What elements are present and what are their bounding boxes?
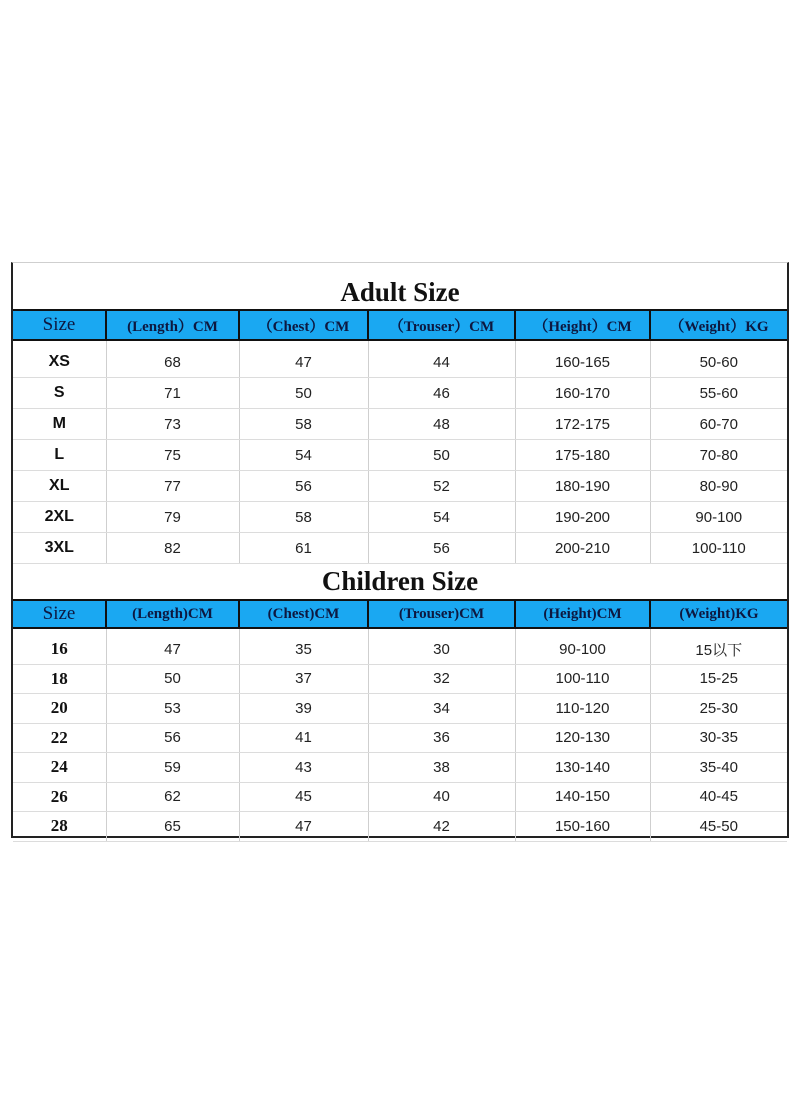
cell-chest: 45 bbox=[239, 782, 368, 812]
cell-height: 100-110 bbox=[515, 664, 650, 694]
cell-size: 16 bbox=[13, 635, 106, 664]
cell-size: 2XL bbox=[13, 502, 106, 533]
adult-size-title: Adult Size bbox=[340, 277, 460, 307]
cell-chest: 37 bbox=[239, 664, 368, 694]
cell-length: 71 bbox=[106, 378, 239, 409]
cell-chest: 58 bbox=[239, 502, 368, 533]
cell-trouser: 40 bbox=[368, 782, 515, 812]
table-row bbox=[13, 378, 787, 409]
cell-length: 56 bbox=[106, 723, 239, 753]
cell-length: 50 bbox=[106, 664, 239, 694]
table-row bbox=[13, 664, 787, 694]
cell-weight: 45-50 bbox=[650, 812, 787, 842]
cell-weight: 55-60 bbox=[650, 378, 787, 409]
cell-height: 175-180 bbox=[515, 440, 650, 471]
cell-length: 53 bbox=[106, 694, 239, 724]
table-row bbox=[13, 533, 787, 564]
size-chart bbox=[11, 262, 789, 838]
cell-size: 26 bbox=[13, 782, 106, 812]
cell-weight: 40-45 bbox=[650, 782, 787, 812]
table-row bbox=[13, 812, 787, 842]
cell-weight: 50-60 bbox=[650, 347, 787, 378]
table-row bbox=[13, 753, 787, 783]
column-header-chest: （Chest）CM bbox=[239, 310, 368, 340]
cell-size: 24 bbox=[13, 753, 106, 783]
cell-size: 20 bbox=[13, 694, 106, 724]
cell-trouser: 50 bbox=[368, 440, 515, 471]
cell-height: 150-160 bbox=[515, 812, 650, 842]
children-size-table bbox=[13, 599, 787, 842]
cell-trouser: 48 bbox=[368, 409, 515, 440]
cell-height: 200-210 bbox=[515, 533, 650, 564]
cell-weight: 30-35 bbox=[650, 723, 787, 753]
cell-length: 62 bbox=[106, 782, 239, 812]
cell-weight: 90-100 bbox=[650, 502, 787, 533]
cell-trouser: 38 bbox=[368, 753, 515, 783]
cell-trouser: 54 bbox=[368, 502, 515, 533]
cell-length: 75 bbox=[106, 440, 239, 471]
table-row bbox=[13, 502, 787, 533]
cell-length: 82 bbox=[106, 533, 239, 564]
cell-size: 3XL bbox=[13, 533, 106, 564]
cell-height: 160-170 bbox=[515, 378, 650, 409]
cell-trouser: 34 bbox=[368, 694, 515, 724]
cell-size: XS bbox=[13, 347, 106, 378]
cell-height: 190-200 bbox=[515, 502, 650, 533]
cell-chest: 54 bbox=[239, 440, 368, 471]
table-row bbox=[13, 723, 787, 753]
cell-height: 130-140 bbox=[515, 753, 650, 783]
table-row bbox=[13, 440, 787, 471]
children-size-title: Children Size bbox=[321, 566, 479, 596]
children-header-row bbox=[13, 600, 787, 628]
cell-height: 172-175 bbox=[515, 409, 650, 440]
cell-size: 18 bbox=[13, 664, 106, 694]
cell-weight: 80-90 bbox=[650, 471, 787, 502]
cell-chest: 41 bbox=[239, 723, 368, 753]
cell-size: 22 bbox=[13, 723, 106, 753]
cell-height: 110-120 bbox=[515, 694, 650, 724]
cell-trouser: 56 bbox=[368, 533, 515, 564]
cell-trouser: 30 bbox=[368, 635, 515, 664]
cell-height: 90-100 bbox=[515, 635, 650, 664]
cell-weight: 35-40 bbox=[650, 753, 787, 783]
cell-size: L bbox=[13, 440, 106, 471]
cell-trouser: 32 bbox=[368, 664, 515, 694]
cell-length: 73 bbox=[106, 409, 239, 440]
cell-size: M bbox=[13, 409, 106, 440]
cell-trouser: 36 bbox=[368, 723, 515, 753]
table-row bbox=[13, 347, 787, 378]
column-header-size: Size bbox=[13, 600, 106, 628]
column-header-length: (Length)CM bbox=[106, 600, 239, 628]
cell-chest: 47 bbox=[239, 812, 368, 842]
column-header-chest: (Chest)CM bbox=[239, 600, 368, 628]
cell-length: 59 bbox=[106, 753, 239, 783]
cell-trouser: 52 bbox=[368, 471, 515, 502]
table-row bbox=[13, 782, 787, 812]
table-row bbox=[13, 409, 787, 440]
cell-weight: 100-110 bbox=[650, 533, 787, 564]
cell-size: XL bbox=[13, 471, 106, 502]
column-header-weight: (Weight)KG bbox=[650, 600, 787, 628]
cell-height: 120-130 bbox=[515, 723, 650, 753]
adult-size-table bbox=[13, 309, 787, 564]
cell-chest: 61 bbox=[239, 533, 368, 564]
cell-chest: 56 bbox=[239, 471, 368, 502]
column-header-height: （Height）CM bbox=[515, 310, 650, 340]
cell-height: 160-165 bbox=[515, 347, 650, 378]
cell-length: 65 bbox=[106, 812, 239, 842]
table-row bbox=[13, 635, 787, 664]
cell-chest: 43 bbox=[239, 753, 368, 783]
cell-weight: 15-25 bbox=[650, 664, 787, 694]
column-header-size: Size bbox=[13, 310, 106, 340]
cell-weight: 25-30 bbox=[650, 694, 787, 724]
cell-height: 180-190 bbox=[515, 471, 650, 502]
cell-weight: 60-70 bbox=[650, 409, 787, 440]
cell-height: 140-150 bbox=[515, 782, 650, 812]
table-row bbox=[13, 471, 787, 502]
cell-length: 77 bbox=[106, 471, 239, 502]
column-header-weight: （Weight）KG bbox=[650, 310, 787, 340]
cell-weight: 15以下 bbox=[650, 635, 787, 664]
cell-chest: 35 bbox=[239, 635, 368, 664]
adult-header-row bbox=[13, 310, 787, 340]
cell-trouser: 46 bbox=[368, 378, 515, 409]
table-row bbox=[13, 694, 787, 724]
column-header-trouser: (Trouser)CM bbox=[368, 600, 515, 628]
cell-trouser: 44 bbox=[368, 347, 515, 378]
column-header-trouser: （Trouser）CM bbox=[368, 310, 515, 340]
cell-trouser: 42 bbox=[368, 812, 515, 842]
cell-chest: 39 bbox=[239, 694, 368, 724]
cell-chest: 50 bbox=[239, 378, 368, 409]
column-header-height: (Height)CM bbox=[515, 600, 650, 628]
cell-size: 28 bbox=[13, 812, 106, 842]
column-header-length: (Length）CM bbox=[106, 310, 239, 340]
cell-chest: 58 bbox=[239, 409, 368, 440]
cell-size: S bbox=[13, 378, 106, 409]
cell-length: 47 bbox=[106, 635, 239, 664]
cell-weight: 70-80 bbox=[650, 440, 787, 471]
cell-chest: 47 bbox=[239, 347, 368, 378]
cell-length: 79 bbox=[106, 502, 239, 533]
cell-length: 68 bbox=[106, 347, 239, 378]
